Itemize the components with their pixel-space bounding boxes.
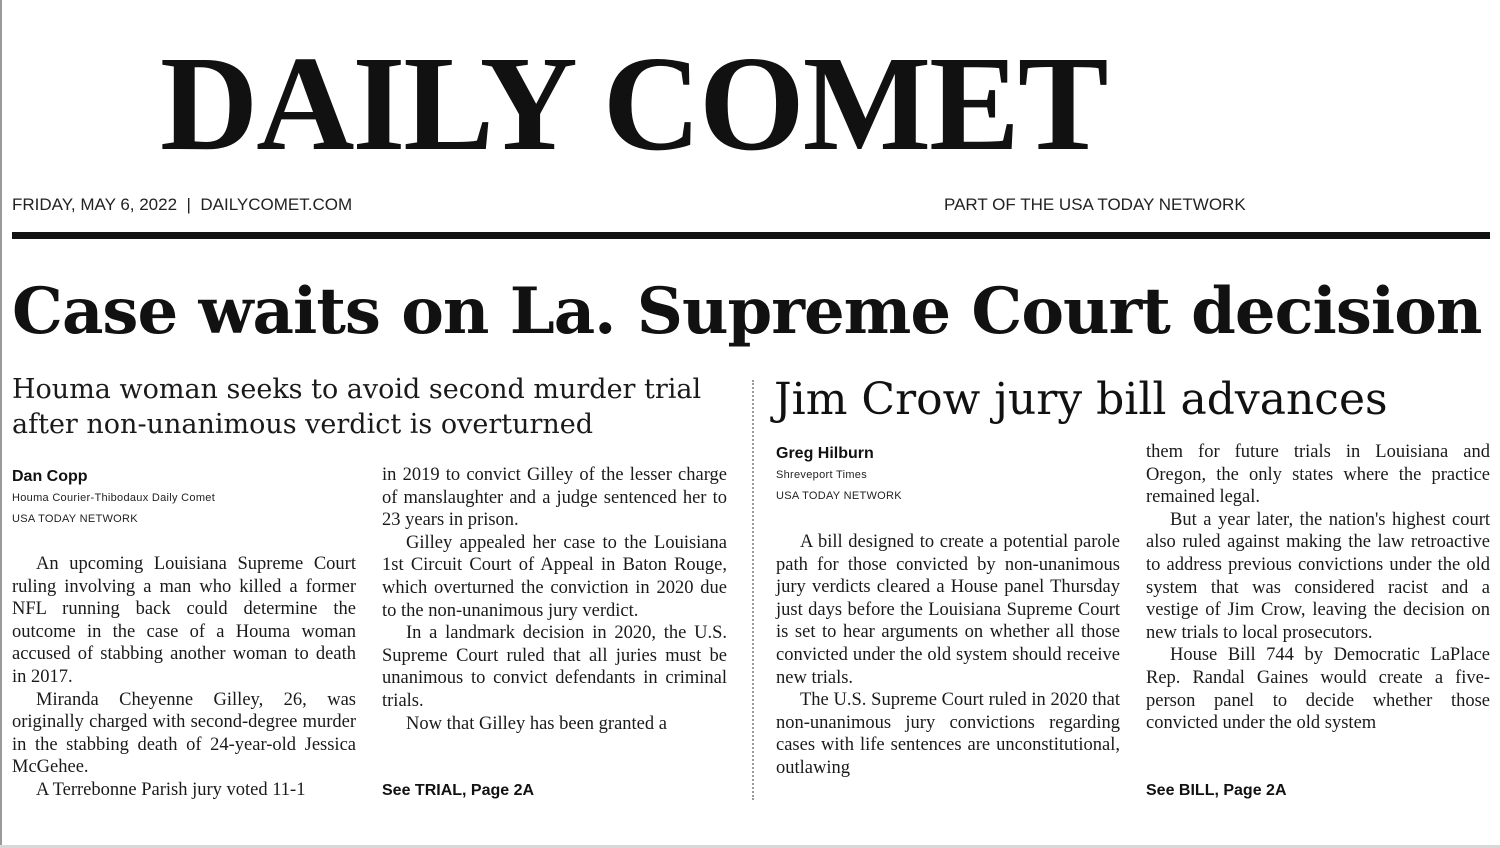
story2-paragraph: The U.S. Supreme Court ruled in 2020 that non-unanimous jury convictions regarding cases with life sentences are unconstitutional, outlawing <box>776 690 1120 778</box>
story1-paragraph: A Terrebonne Parish jury voted 11-1 <box>36 779 306 800</box>
story2-headline: Jim Crow jury bill advances <box>774 374 1388 425</box>
dateline: FRIDAY, MAY 6, 2022 | DAILYCOMET.COM <box>12 195 353 214</box>
story1-column-1 <box>12 553 356 802</box>
story2-column-1 <box>776 531 1120 780</box>
story2-paragraph: But a year later, the nation's highest court also ruled against making the law retroactive to address previous convictions under the old system that was considered racist and a vestige of Jim Crow, leaving the decision on new trials to local prosecutors. <box>1146 509 1490 643</box>
page-edge <box>0 0 2 848</box>
story1-network: USA TODAY NETWORK <box>12 513 138 525</box>
story2-affiliation: Shreveport Times <box>776 469 868 481</box>
story1-byline <box>12 466 215 530</box>
story1-paragraph: In a landmark decision in 2020, the U.S. Supreme Court ruled that all juries must be unanimous to convict defendants in criminal trials. <box>382 623 727 711</box>
story2-author: Greg Hilburn <box>776 445 874 462</box>
story2-paragraph: A bill designed to create a potential parole path for those convicted by non-unanimous jury verdicts cleared a House panel Thursday just days before the Louisiana Supreme Court is set to hear arguments on whether all those convicted under the old system should receive new trials. <box>776 532 1120 688</box>
masthead-rule <box>12 232 1490 239</box>
network-line: PART OF THE USA TODAY NETWORK <box>944 195 1246 214</box>
story1-deck: Houma woman seeks to avoid second murder trial after non-unanimous verdict is overturned <box>12 374 702 440</box>
story1-author: Dan Copp <box>12 468 88 485</box>
masthead-title: DAILY COMET <box>160 29 1107 179</box>
story1-paragraph: Now that Gilley has been granted a <box>406 713 667 734</box>
story2-paragraph: them for future trials in Louisiana and Oregon, the only states where the practice remained legal. <box>1146 442 1490 508</box>
story1-jump-link[interactable]: See TRIAL, Page 2A <box>382 782 535 799</box>
story1-paragraph: Gilley appealed her case to the Louisiana 1st Circuit Court of Appeal in Baton Rouge, which overturned the conviction in 2020 due to the non-unanimous jury verdict. <box>382 532 727 621</box>
story1-affiliation: Houma Courier-Thibodaux Daily Comet <box>12 492 216 504</box>
story1-paragraph: in 2019 to convict Gilley of the lesser charge of manslaughter and a judge sentenced her to 23 years in prison. <box>382 465 727 531</box>
story1-column-2 <box>382 464 727 735</box>
story2-byline <box>776 443 902 507</box>
story1-paragraph: Miranda Cheyenne Gilley, 26, was originally charged with second-degree murder in the stabbing death of 24-year-old Jessica McGehee. <box>12 689 356 778</box>
story2-jump-link[interactable]: See BILL, Page 2A <box>1146 782 1287 799</box>
column-divider <box>752 380 754 800</box>
story2-network: USA TODAY NETWORK <box>776 490 902 502</box>
story2-column-2 <box>1146 441 1490 735</box>
main-headline: Case waits on La. Supreme Court decision <box>12 274 1482 349</box>
story2-paragraph: House Bill 744 by Democratic LaPlace Rep. Randal Gaines would create a five-person panel to decide whether those convicted under the old system <box>1146 645 1490 734</box>
story1-paragraph: An upcoming Louisiana Supreme Court ruling involving a man who killed a former NFL running back could determine the outcome in the case of a Houma woman accused of stabbing another woman to death in 2017. <box>12 554 356 687</box>
